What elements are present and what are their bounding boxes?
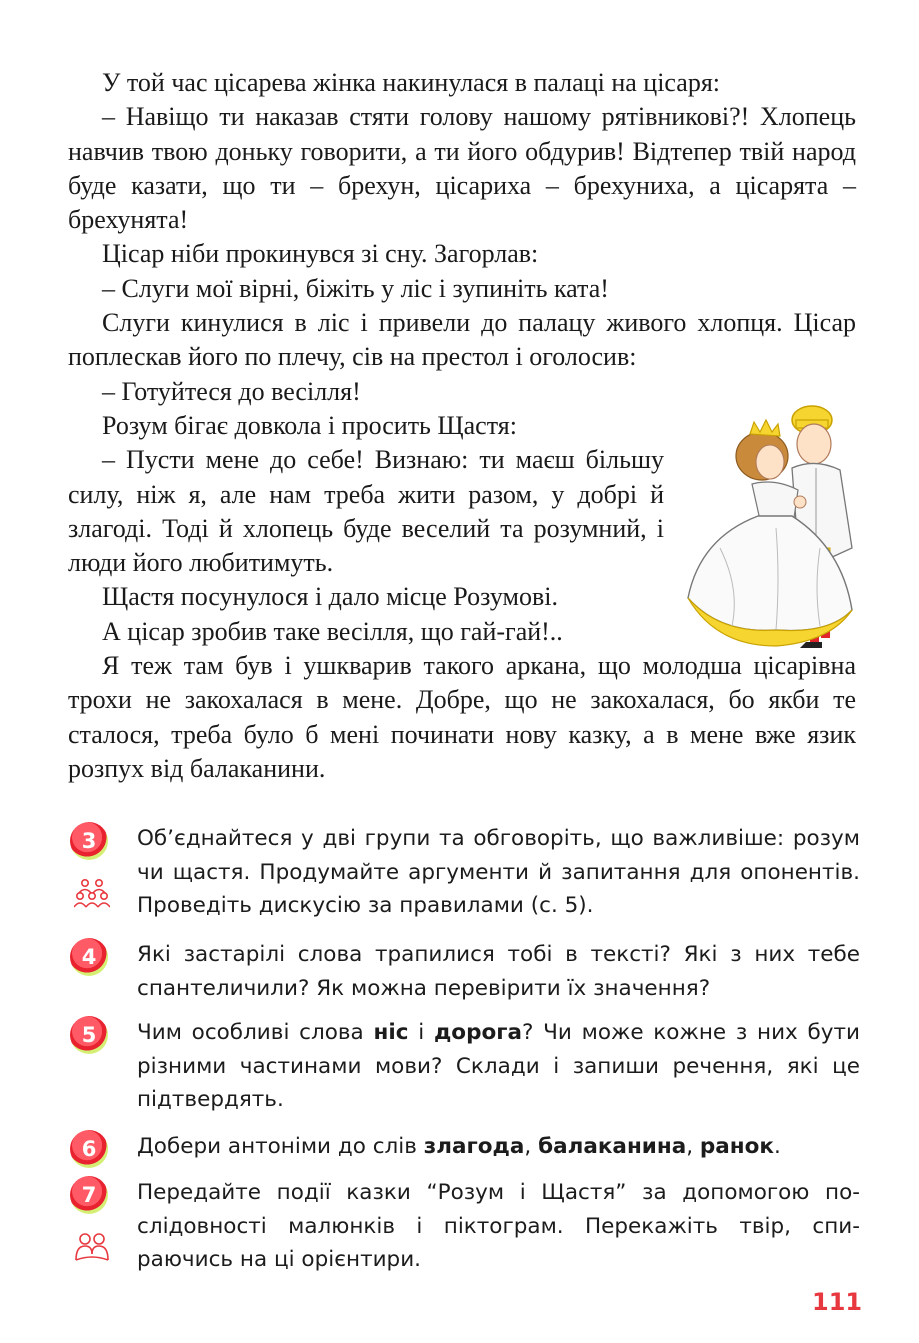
task-text: Які застарілі слова трапилися тобі в тексті? Які з них тебе спантеличили? Як можна перевірити їх значення? xyxy=(137,942,860,1001)
task-text xyxy=(137,1016,860,1117)
dancing-couple-illustration xyxy=(680,398,870,658)
story-paragraph: У той час цісарева жінка накинулася в палаці на цісаря: xyxy=(102,68,720,97)
story-paragraph: Щастя посунулося і дало місце Розумові. xyxy=(102,582,558,612)
task-5 xyxy=(70,1016,860,1117)
text-fragment: , xyxy=(686,1134,700,1159)
text-fragment: . xyxy=(774,1134,781,1159)
task-6 xyxy=(70,1130,860,1164)
group-people-icon xyxy=(74,878,110,908)
story-paragraph: Розум бігає довкола і просить Щастя: xyxy=(102,410,517,440)
task-4 xyxy=(70,938,860,1005)
task-text xyxy=(137,1130,860,1164)
story-paragraph: Цісар ніби прокинувся зі сну. Загорлав: xyxy=(102,239,539,269)
story-paragraph: – Навіщо ти наказав стяти голову нашому рятівникові?! Хлопець навчив твою доньку говорити, а ти його обдурив! Відтепер твій народ буде казати, що ти – брехун, цісариха – брехуниха, а цісарята – брехунята! xyxy=(68,102,856,235)
keyword: ранок xyxy=(699,1134,775,1159)
keyword: дорога xyxy=(433,1020,522,1045)
text-fragment: , xyxy=(524,1134,539,1159)
text-fragment: ? Чи може кожне з них бути різними частинами мови? Склади і запиши речення, які це підтвердять. xyxy=(137,1020,860,1112)
task-number-badge: 4 xyxy=(70,938,108,976)
task-number-badge: 7 xyxy=(70,1176,108,1214)
pair-work-icon xyxy=(74,1232,110,1262)
task-3 xyxy=(70,822,860,923)
task-7 xyxy=(70,1176,860,1277)
keyword: злагода xyxy=(423,1134,525,1159)
story-paragraph: – Слуги мої вірні, біжіть у ліс і зупиніть ката! xyxy=(102,273,609,303)
task-number-badge: 5 xyxy=(70,1016,108,1054)
story-paragraph: – Готуйтеся до весілля! xyxy=(102,376,361,406)
page-number: 111 xyxy=(812,1288,863,1316)
story-paragraph: Я теж там був і ушкварив такого аркана, що молодша цісарівна трохи не закохалася в мене. Добре, що не закохалася, бо якби те сталося, треба було б мені починати нову казку, а в мене вже язик розпух від балаканини. xyxy=(68,651,856,783)
story-paragraph: – Пусти мене до себе! Визнаю: ти маєш більшу силу, ніж я, але нам треба жити разом, у добрі й злагоді. Тоді й хлопець буде веселий та розумний, і люди його любитимуть. xyxy=(68,445,664,578)
text-fragment: і xyxy=(408,1020,434,1045)
task-number-badge: 6 xyxy=(70,1130,108,1168)
keyword: ніс xyxy=(373,1020,409,1045)
text-fragment: Чим особливі слова xyxy=(137,1020,374,1045)
keyword: балаканина xyxy=(538,1134,687,1159)
story-paragraph: Слуги кинулися в ліс і привели до палацу живого хлопця. Цісар поплескав його по плечу, сів на престол і оголосив: xyxy=(68,308,856,372)
task-text: Передайте події казки “Розум і Щастя” за допомогою послідовності малюнків і піктограм. Перекажіть твір, спираючись на ці орієнтири. xyxy=(137,1180,860,1272)
story-paragraph: А цісар зробив таке весілля, що гай-гай!.. xyxy=(102,616,563,646)
text-fragment: Добери антоніми до слів xyxy=(137,1134,424,1159)
task-number-badge: 3 xyxy=(70,822,108,860)
task-text: Об’єднайтеся у дві групи та обговоріть, що важливіше: розум чи щастя. Продумайте аргументи й запитання для опонентів. Проведіть дискусію за правилами (с. 5). xyxy=(137,826,860,918)
